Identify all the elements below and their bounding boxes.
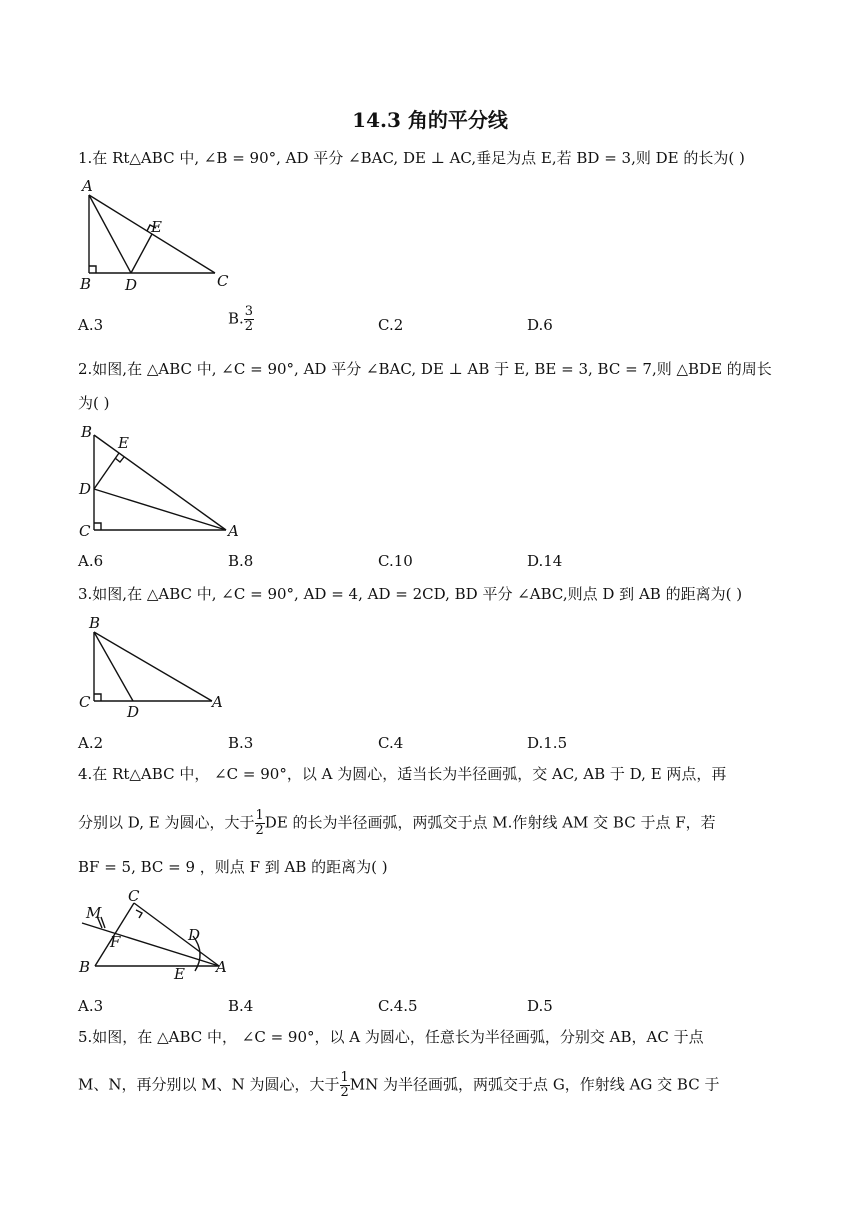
q2-side-ab: [94, 435, 226, 530]
q4-text-line2: [78, 809, 716, 838]
q1-perpendicular-de: [131, 234, 152, 273]
q4-option-d: D.5: [527, 997, 553, 1015]
q4-line2-post: DE 的长为半径画弧，两弧交于点 M.作射线 AM 交 BC 于点 F，若: [264, 813, 716, 832]
q2-label-c: C: [79, 522, 91, 540]
q4-option-c: C.4.5: [378, 997, 418, 1015]
q3-text: 3.如图,在 △ABC 中, ∠C = 90°, AD = 4, AD = 2CD, BD 平分 ∠ABC,则点 D 到 AB 的距离为( ): [78, 585, 743, 603]
q4-label-b: B: [79, 958, 91, 976]
q4-line2-pre: 分别以 D, E 为圆心，大于: [78, 813, 255, 832]
q1-option-b: [228, 305, 254, 334]
q3-option-a: A.2: [78, 734, 104, 752]
q5-line2-pre: M、N，再分别以 M、N 为圆心，大于: [78, 1075, 340, 1094]
q2-bisector-ad: [94, 489, 226, 530]
q5-frac-num: 1: [340, 1070, 349, 1085]
q1-right-angle-b: [89, 266, 96, 273]
q2-text-line2: 为( ): [78, 394, 110, 412]
q4-fraction: [255, 809, 265, 838]
q4-figure: [78, 885, 258, 985]
q1-frac-den: 2: [244, 319, 254, 334]
q3-label-c: C: [79, 693, 91, 711]
q5-text-line1: 5.如图，在 △ABC 中， ∠C = 90°，以 A 为圆心，任意长为半径画弧，分别交 AB，AC 于点: [78, 1028, 704, 1046]
page-title: 14.3 角的平分线: [352, 108, 508, 132]
q1-label-e: E: [151, 218, 162, 236]
q2-text-line1: 2.如图,在 △ABC 中, ∠C = 90°, AD 平分 ∠BAC, DE ⊥ AB 于 E, BE = 3, BC = 7,则 △BDE 的周长: [78, 360, 772, 378]
q1-label-b: B: [80, 275, 92, 293]
q4-side-ca: [134, 903, 219, 966]
q5-line2-post: MN 为半径画弧，两弧交于点 G，作射线 AG 交 BC 于: [349, 1075, 720, 1094]
q2-label-b: B: [81, 423, 93, 441]
q1-label-c: C: [217, 272, 229, 290]
q3-bisector-bd: [94, 632, 133, 701]
q2-option-d: D.14: [527, 552, 563, 570]
q1-frac-num: 3: [244, 304, 254, 319]
q2-figure: [78, 420, 248, 545]
q1-option-b-prefix: B.: [228, 309, 244, 328]
q4-label-e: E: [174, 965, 185, 983]
q3-right-angle-c: [94, 694, 101, 701]
q3-option-c: C.4: [378, 734, 404, 752]
q4-label-f: F: [110, 933, 121, 951]
q2-option-c: C.10: [378, 552, 413, 570]
q2-right-angle-c: [94, 523, 101, 530]
q2-label-a: A: [228, 522, 239, 540]
q1-option-c: C.2: [378, 316, 404, 334]
q3-side-ab: [94, 632, 212, 701]
q5-text-line2: [78, 1071, 719, 1100]
q4-text-line1: 4.在 Rt△ABC 中， ∠C = 90°，以 A 为圆心，适当长为半径画弧，交 AC, AB 于 D, E 两点，再: [78, 765, 727, 783]
q1-figure: [78, 178, 248, 293]
q5-fraction: [340, 1071, 350, 1100]
q3-option-b: B.3: [228, 734, 254, 752]
q1-label-d: D: [125, 276, 138, 294]
q3-label-b: B: [89, 614, 101, 632]
q2-option-a: A.6: [78, 552, 104, 570]
q4-label-m: M: [86, 904, 102, 922]
q1-option-a: A.3: [78, 316, 104, 334]
q1-bisector-ad: [89, 195, 131, 273]
q5-frac-den: 2: [340, 1085, 349, 1100]
q1-option-d: D.6: [527, 316, 553, 334]
q4-label-c: C: [128, 887, 140, 905]
q3-option-d: D.1.5: [527, 734, 568, 752]
q3-label-d: D: [127, 703, 140, 721]
q2-option-b: B.8: [228, 552, 254, 570]
q4-label-d: D: [188, 926, 201, 944]
q1-label-a: A: [82, 177, 93, 195]
q2-label-d: D: [79, 480, 92, 498]
q3-label-a: A: [212, 693, 223, 711]
q1-option-b-fraction: [244, 305, 254, 334]
q1-text: 1.在 Rt△ABC 中, ∠B = 90°, AD 平分 ∠BAC, DE ⊥ AC,垂足为点 E,若 BD = 3,则 DE 的长为( ): [78, 149, 745, 167]
q4-right-angle-c: [136, 910, 142, 918]
q2-label-e: E: [118, 434, 129, 452]
q4-frac-den: 2: [255, 823, 264, 838]
q4-option-b: B.4: [228, 997, 254, 1015]
q4-text-line3: BF = 5, BC = 9 ，则点 F 到 AB 的距离为( ): [78, 858, 388, 876]
q4-option-a: A.3: [78, 997, 104, 1015]
q4-frac-num: 1: [255, 808, 264, 823]
q4-label-a: A: [216, 958, 227, 976]
q3-figure: [78, 612, 248, 722]
